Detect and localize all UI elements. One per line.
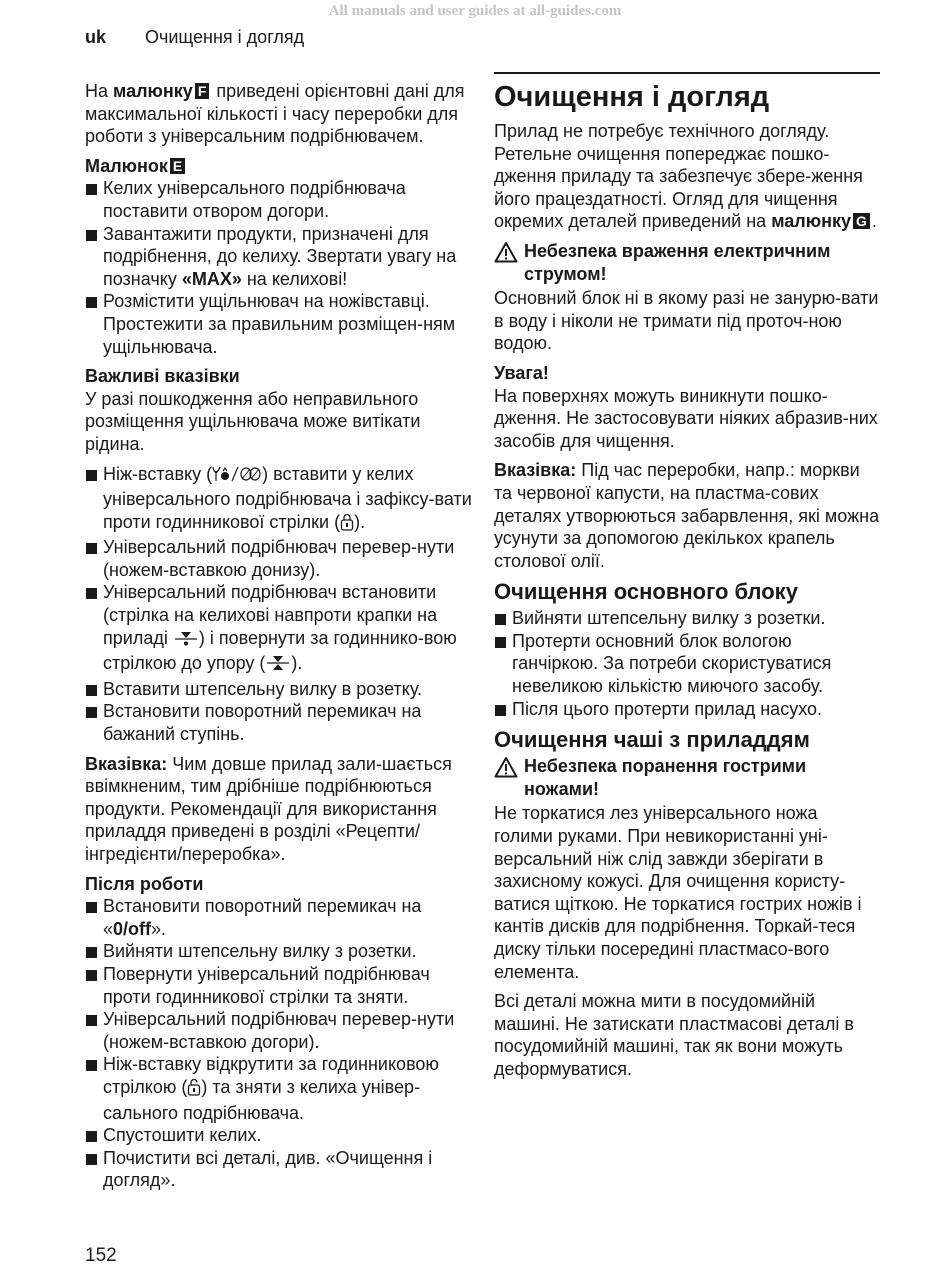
bullet-icon bbox=[495, 637, 506, 648]
electric-shock-warning bbox=[494, 240, 880, 285]
list-item bbox=[85, 1053, 473, 1124]
bullet-icon bbox=[86, 947, 97, 958]
bullet-icon bbox=[86, 707, 97, 718]
figure-e-heading bbox=[85, 155, 473, 178]
figure-ref: малюнку bbox=[113, 81, 193, 101]
note-text: Чим довше прилад зали-шається ввімкненим, тим дрібніше подрібнюються продукти. Рекомендації для використання приладдя приведені в розділі «Рецепти/інгредієнти/переробка». bbox=[85, 753, 452, 864]
list-item-text: Вийняти штепсельну вилку з розетки. bbox=[512, 608, 826, 629]
after-work-heading: Після роботи bbox=[85, 873, 204, 894]
figure-e-label: Малюнок bbox=[85, 155, 168, 176]
note-paragraph bbox=[85, 753, 473, 866]
list-item-text: Універсальний подрібнювач перевер-нути (ножем-вставкою донизу). bbox=[103, 537, 455, 580]
list-item bbox=[85, 223, 473, 291]
arrow-lock-icon bbox=[265, 654, 291, 678]
bullet-icon bbox=[495, 705, 506, 716]
list-item bbox=[85, 1008, 473, 1053]
list-item bbox=[85, 895, 473, 940]
important-text: У разі пошкодження або неправильного розміщення ущільнювача може витікати рідина. bbox=[85, 388, 421, 454]
list-item bbox=[85, 290, 473, 358]
list-item-text: Повернути універсальний подрібнювач проти годинникової стрілки та зняти. bbox=[103, 963, 430, 1007]
list-item-text: Ніж-вставку ( bbox=[103, 463, 213, 484]
right-column bbox=[494, 72, 880, 1088]
list-item-text: Після цього протерти прилад насухо. bbox=[512, 698, 822, 719]
cleaning-intro-text: Прилад не потребує технічного догляду. Ретельне очищення попереджає пошко-дження приладу та забезпечує збере-ження його працездатності. Огляд для чищення окремих деталей приведений на bbox=[494, 121, 863, 232]
bowl-text-2: Всі деталі можна мити в посудомийній машині. Не затискати пластмасові деталі в посудомийній машині, так як вони можуть деформуватися. bbox=[494, 991, 854, 1079]
list-item bbox=[85, 1147, 473, 1192]
list-item bbox=[85, 678, 473, 701]
bullet-icon bbox=[86, 230, 97, 241]
max-mark: «MAX» bbox=[181, 268, 242, 289]
lock-closed-icon bbox=[340, 513, 354, 537]
list-item bbox=[85, 463, 473, 537]
main-block-list bbox=[494, 607, 880, 720]
note-label: Вказівка: bbox=[494, 460, 577, 481]
bowl-heading: Очищення чаші з приладдям bbox=[494, 727, 810, 753]
bullet-icon bbox=[86, 1154, 97, 1165]
list-item-text: Вставити штепсельну вилку в розетку. bbox=[103, 678, 423, 699]
figure-e-badge: E bbox=[170, 158, 185, 174]
intro-text-c: приведені орієнтовні дані для максимальної кількості і часу переробки для роботи з універсальним подрібнювачем. bbox=[85, 81, 465, 147]
note-text: Під час переробки, напр.: моркви та червоної капусти, на пластма-сових деталях утворюються забарвлення, які можна усунути за допомогою декількох крапель столової олії. bbox=[494, 460, 880, 571]
list-item-text: ). bbox=[291, 653, 303, 674]
blade-insert-icon bbox=[212, 465, 262, 489]
list-item-text: Ніж-вставку відкрутити за годинниковою стрілкою ( bbox=[103, 1054, 439, 1097]
cleaning-intro-end: . bbox=[871, 211, 877, 232]
list-item-text: на келихові! bbox=[241, 268, 348, 289]
list-item bbox=[85, 940, 473, 963]
figure-ref: малюнку bbox=[771, 211, 851, 232]
list-item-text: Вийняти штепсельну вилку з розетки. bbox=[103, 941, 417, 962]
steps-list-3 bbox=[85, 895, 473, 1192]
bullet-icon bbox=[86, 970, 97, 981]
bullet-icon bbox=[86, 1131, 97, 1142]
list-item-text: Розмістити ущільнювач на ножівставці. Простежити за правильним розміщен-ням ущільнювача. bbox=[103, 291, 456, 357]
watermark: All manuals and user guides at all-guides.com bbox=[328, 3, 622, 19]
warning-text: Основний блок ні в якому разі не занурю-вати в воду і ніколи не тримати під проточ-ною водою. bbox=[494, 288, 879, 354]
list-item bbox=[85, 177, 473, 222]
off-position: 0/off bbox=[113, 918, 152, 939]
figure-f-badge: F bbox=[195, 83, 210, 99]
list-item-text: ». bbox=[151, 918, 167, 939]
bullet-icon bbox=[86, 1015, 97, 1026]
list-item bbox=[85, 963, 473, 1008]
figure-g-badge: G bbox=[853, 213, 870, 229]
cleaning-intro bbox=[494, 120, 880, 233]
steps-list-2 bbox=[85, 463, 473, 746]
note-label: Вказівка: bbox=[85, 753, 168, 774]
list-item-text: Спустошити келих. bbox=[103, 1125, 262, 1146]
lock-open-icon bbox=[187, 1078, 201, 1102]
main-block-heading: Очищення основного блоку bbox=[494, 579, 798, 605]
warning-title: Небезпека враження електричним струмом! bbox=[524, 240, 831, 284]
list-item-text: ) і повернути за годиннико-вою стрілкою до упору ( bbox=[103, 627, 457, 674]
list-item bbox=[85, 700, 473, 745]
section-title: Очищення і догляд bbox=[494, 81, 770, 113]
bullet-icon bbox=[86, 1060, 97, 1071]
list-item bbox=[494, 698, 880, 721]
header-title: Очищення і догляд bbox=[145, 27, 305, 47]
language-code: uk bbox=[85, 27, 107, 47]
list-item-text: Універсальний подрібнювач встановити (стрілка на келихові навпроти крапки на приладі bbox=[103, 582, 438, 648]
list-item-text: ). bbox=[354, 511, 366, 532]
important-heading: Важливі вказівки bbox=[85, 366, 240, 387]
warning-triangle-icon bbox=[494, 756, 518, 778]
caution-heading: Увага! bbox=[494, 362, 549, 383]
bullet-icon bbox=[86, 184, 97, 195]
sharp-knife-warning bbox=[494, 755, 880, 800]
bowl-text-1: Не торкатися лез універсального ножа голими руками. При невикористанні уні-версальний ніж слід завжди зберігати в захисному кожусі. Для очищення користу-ватися щіткою. Не торкатися гострих ножів і кантів дисків для подрібнення. Торкай-теся диску тільки посередині пластмасо-вого елемента. bbox=[494, 803, 862, 982]
steps-list-1 bbox=[85, 177, 473, 358]
list-item-text: Протерти основний блок вологою ганчіркою. За потреби скористуватися невеликою кількістю миючого засобу. bbox=[512, 630, 832, 697]
bullet-icon bbox=[86, 470, 97, 481]
list-item-text: Встановити поворотний перемикач на бажаний ступінь. bbox=[103, 701, 422, 745]
list-item-text: Завантажити продукти, призначені для подрібнення, до келиху. Звертати увагу на позначку bbox=[103, 223, 457, 289]
page-header bbox=[85, 27, 304, 48]
list-item bbox=[85, 1124, 473, 1147]
list-item bbox=[85, 536, 473, 581]
list-item bbox=[494, 630, 880, 698]
list-item-text: Келих універсального подрібнювача поставити отвором догори. bbox=[103, 178, 406, 221]
bullet-icon bbox=[86, 543, 97, 554]
bullet-icon bbox=[86, 588, 97, 599]
list-item-text: ) та зняти з келиха універ-сального подрібнювача. bbox=[103, 1076, 421, 1123]
list-item bbox=[494, 607, 880, 630]
list-item bbox=[85, 581, 473, 677]
left-column bbox=[85, 80, 473, 1199]
bullet-icon bbox=[86, 297, 97, 308]
note-paragraph bbox=[494, 459, 880, 572]
intro-paragraph bbox=[85, 80, 473, 148]
page-number: 152 bbox=[85, 1245, 117, 1266]
warning-title: Небезпека поранення гострими ножами! bbox=[524, 756, 807, 799]
list-item-text: Почистити всі деталі, див. «Очищення і догляд». bbox=[103, 1147, 433, 1191]
list-item-text: ) вставити у келих універсального подрібнювача і зафіксу-вати проти годинникової стрілки ( bbox=[103, 463, 472, 532]
arrow-dot-icon bbox=[173, 629, 199, 653]
bullet-icon bbox=[86, 685, 97, 696]
warning-triangle-icon bbox=[494, 241, 518, 263]
list-item-text: Встановити поворотний перемикач на « bbox=[103, 896, 422, 939]
bullet-icon bbox=[86, 902, 97, 913]
caution-text: На поверхнях можуть виникнути пошко-дження. Не застосовувати ніяких абразив-них засобів для чищення. bbox=[494, 385, 878, 451]
list-item-text: Універсальний подрібнювач перевер-нути (ножем-вставкою догори). bbox=[103, 1009, 455, 1052]
bullet-icon bbox=[495, 614, 506, 625]
intro-text-a: На bbox=[85, 81, 114, 101]
